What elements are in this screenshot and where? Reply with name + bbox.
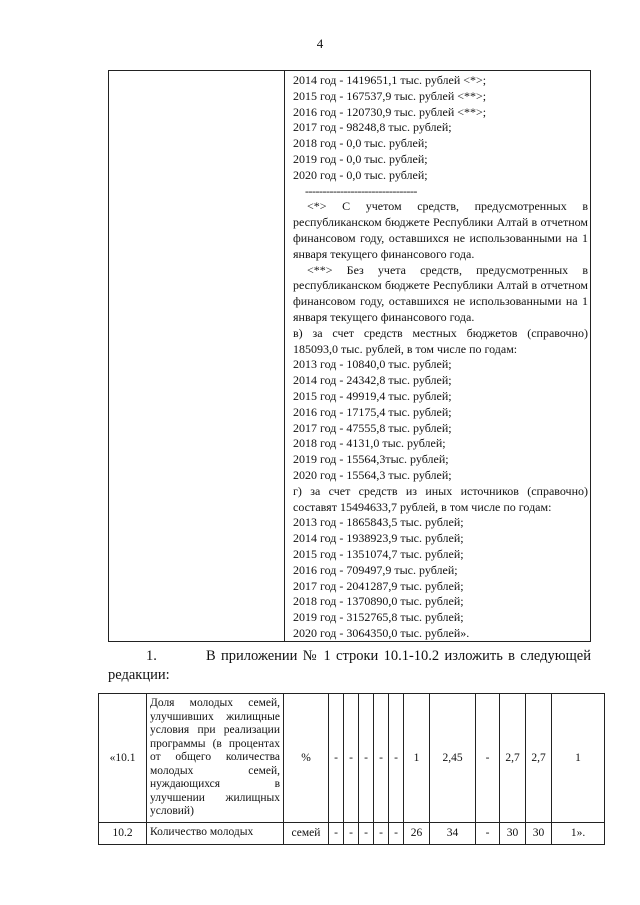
row-number: 10.2 <box>99 822 147 844</box>
row-value: 2,7 <box>526 694 552 823</box>
row-description: Доля молодых семей, улучшивших жилищные условия при реализации программы (в процентах от общего количества молодых семей, нуждающихся в улучшении жилищных условий) <box>147 694 284 823</box>
row-description: Количество молодых <box>147 822 284 844</box>
row-unit: % <box>284 694 329 823</box>
page-number: 4 <box>316 36 324 51</box>
local-budget-line: 2015 год - 49919,4 тыс. рублей; <box>293 388 452 403</box>
footnote-separator: -------------------------------- <box>305 183 417 198</box>
row-value: 26 <box>404 822 430 844</box>
row-value: - <box>476 822 500 844</box>
row-value: - <box>359 822 374 844</box>
local-budget-line: 2014 год - 24342,8 тыс. рублей; <box>293 373 452 388</box>
row-value: 1 <box>552 694 605 823</box>
row-value: - <box>329 822 344 844</box>
row-value: - <box>389 694 404 823</box>
row-value: 34 <box>430 822 476 844</box>
table-row <box>99 694 605 823</box>
funding-line: 2020 год - 0,0 тыс. рублей; <box>293 167 428 182</box>
footnote-2-text: <**> Без учета средств, предусмотренных в республиканском бюджете Республики Алтай в отчетном финансовом году, оставшихся не использованными на 1 января текущего финансового года. <box>293 262 588 324</box>
footnote-1-text: <*> С учетом средств, предусмотренных в республиканском бюджете Республики Алтай в отчетном финансовом году, оставшихся не использованными на 1 января текущего финансового года. <box>293 199 588 261</box>
local-budget-line: 2016 год - 17175,4 тыс. рублей; <box>293 404 452 419</box>
funding-line: 2015 год - 167537,9 тыс. рублей <**>; <box>293 88 487 103</box>
funding-line: 2016 год - 120730,9 тыс. рублей <**>; <box>293 104 487 119</box>
row-value: - <box>374 822 389 844</box>
amendment-item-1 <box>108 647 591 685</box>
funding-table <box>108 70 591 642</box>
local-budget-line: 2020 год - 15564,3 тыс. рублей; <box>293 467 452 482</box>
amendment-item-text-continued: редакции: <box>108 667 170 683</box>
row-value: - <box>344 822 359 844</box>
footnote-2 <box>293 263 588 326</box>
other-sources-intro: г) за счет средств из иных источников (справочно) составят 15494633,7 рублей, в том числе по годам: <box>293 483 588 514</box>
row-value: - <box>374 694 389 823</box>
amendment-item-1-first-line <box>108 647 591 666</box>
local-budget-line: 2019 год - 15564,3тыс. рублей; <box>293 452 449 467</box>
other-sources-line: 2016 год - 709497,9 тыс. рублей; <box>293 562 458 577</box>
other-sources-line: 2014 год - 1938923,9 тыс. рублей; <box>293 531 464 546</box>
other-sources-line: 2017 год - 2041287,9 тыс. рублей; <box>293 578 464 593</box>
funding-line: 2018 год - 0,0 тыс. рублей; <box>293 136 428 151</box>
funding-table-content <box>293 73 588 642</box>
local-budget-line: 2017 год - 47555,8 тыс. рублей; <box>293 420 452 435</box>
indicators-table <box>98 693 605 845</box>
funding-line: 2019 год - 0,0 тыс. рублей; <box>293 151 428 166</box>
row-value: 1». <box>552 822 605 844</box>
row-value: - <box>329 694 344 823</box>
row-value: 30 <box>500 822 526 844</box>
other-sources-line: 2019 год - 3152765,8 тыс. рублей; <box>293 610 464 625</box>
funding-line: 2017 год - 98248,8 тыс. рублей; <box>293 120 452 135</box>
row-number: «10.1 <box>99 694 147 823</box>
other-sources-line: 2018 год - 1370890,0 тыс. рублей; <box>293 594 464 609</box>
row-unit: семей <box>284 822 329 844</box>
table-row <box>99 822 605 844</box>
local-budget-intro: в) за счет средств местных бюджетов (справочно) 185093,0 тыс. рублей, в том числе по годам: <box>293 325 588 356</box>
local-budget-line: 2018 год - 4131,0 тыс. рублей; <box>293 436 446 451</box>
row-value: - <box>476 694 500 823</box>
amendment-item-text: В приложении № 1 строки 10.1-10.2 изложить в следующей <box>206 648 591 664</box>
funding-line: 2014 год - 1419651,1 тыс. рублей <*>; <box>293 73 487 87</box>
row-value: - <box>359 694 374 823</box>
amendment-item-number: 1. <box>146 648 157 664</box>
funding-table-label-cell <box>109 71 285 641</box>
local-budget-line: 2013 год - 10840,0 тыс. рублей; <box>293 357 452 372</box>
other-sources-line: 2015 год - 1351074,7 тыс. рублей; <box>293 546 464 561</box>
row-value: 30 <box>526 822 552 844</box>
other-sources-line: 2020 год - 3064350,0 тыс. рублей». <box>293 625 470 640</box>
row-value: - <box>389 822 404 844</box>
row-value: 2,45 <box>430 694 476 823</box>
footnote-1 <box>293 199 588 262</box>
row-value: 1 <box>404 694 430 823</box>
row-value: - <box>344 694 359 823</box>
row-value: 2,7 <box>500 694 526 823</box>
other-sources-line: 2013 год - 1865843,5 тыс. рублей; <box>293 515 464 530</box>
